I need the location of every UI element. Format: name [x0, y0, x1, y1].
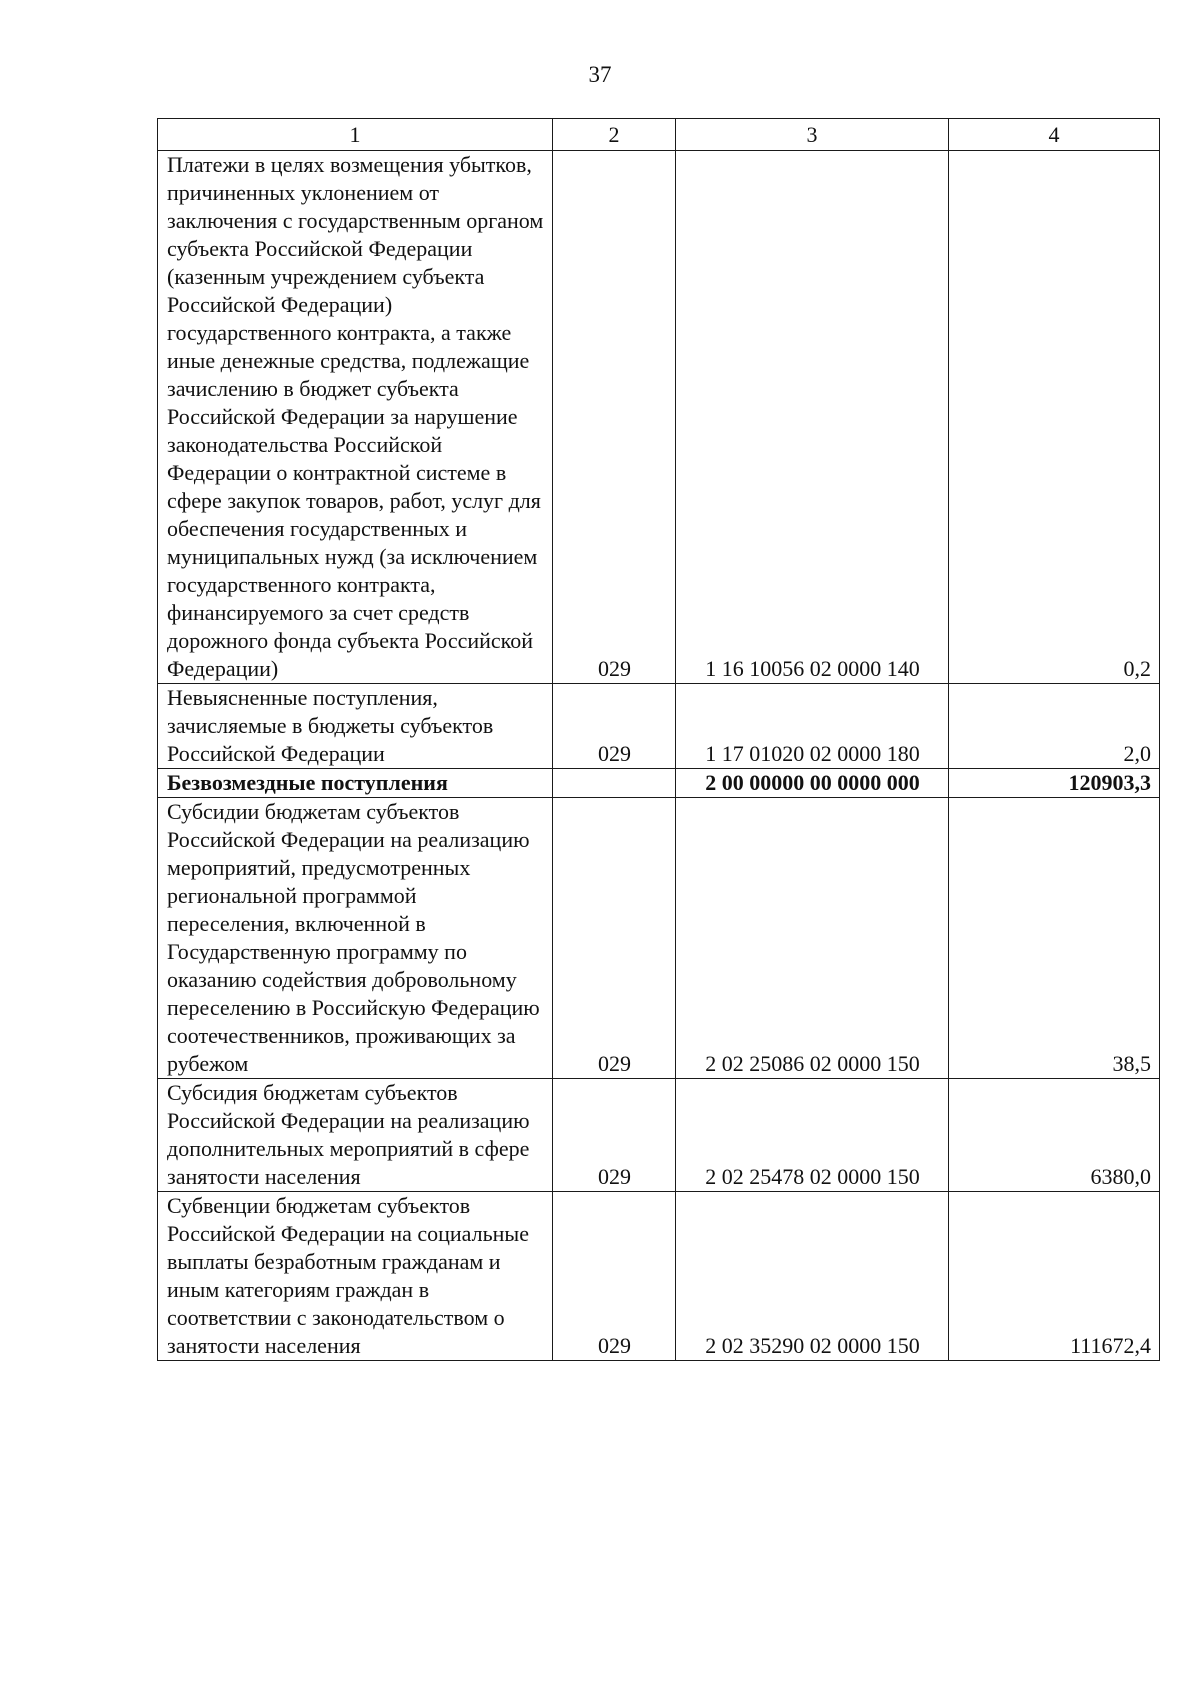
budget-classification-code: 2 02 25086 02 0000 150: [676, 798, 949, 1079]
income-name: Субсидии бюджетам субъектов Российской Федерации на реализацию мероприятий, предусмотренных региональной программой переселения, включенной в Государственную программу по оказанию содействия добровольному переселению в Российскую Федерацию соотечественников, проживающих за рубежом: [158, 798, 553, 1079]
page-number: 37: [588, 62, 612, 87]
column-header-2: 2: [553, 119, 676, 151]
admin-code: 029: [553, 151, 676, 684]
budget-classification-code: 1 16 10056 02 0000 140: [676, 151, 949, 684]
budget-classification-code: 2 02 25478 02 0000 150: [676, 1079, 949, 1192]
table-row: [158, 684, 1160, 769]
income-name: Субсидия бюджетам субъектов Российской Федерации на реализацию дополнительных мероприятий в сфере занятости населения: [158, 1079, 553, 1192]
amount: 111672,4: [949, 1192, 1160, 1361]
table-row: [158, 798, 1160, 1079]
income-name: Безвозмездные поступления: [158, 769, 553, 798]
amount: 38,5: [949, 798, 1160, 1079]
amount: 0,2: [949, 151, 1160, 684]
column-header-1: 1: [158, 119, 553, 151]
table-row: [158, 1079, 1160, 1192]
budget-classification-code: 2 00 00000 00 0000 000: [676, 769, 949, 798]
admin-code: 029: [553, 798, 676, 1079]
income-name: Субвенции бюджетам субъектов Российской Федерации на социальные выплаты безработным гражданам и иным категориям граждан в соответствии с законодательством о занятости населения: [158, 1192, 553, 1361]
table-header-row: [158, 119, 1160, 151]
amount: 2,0: [949, 684, 1160, 769]
income-name: Платежи в целях возмещения убытков, причиненных уклонением от заключения с государственным органом субъекта Российской Федерации (казенным учреждением субъекта Российской Федерации) государственного контракта, а также иные денежные средства, подлежащие зачислению в бюджет субъекта Российской Федерации за нарушение законодательства Российской Федерации о контрактной системе в сфере закупок товаров, работ, услуг для обеспечения государственных и муниципальных нужд (за исключением государственного контракта, финансируемого за счет средств дорожного фонда субъекта Российской Федерации): [158, 151, 553, 684]
table-row: [158, 151, 1160, 684]
revenue-table: [157, 118, 1160, 1361]
column-header-3: 3: [676, 119, 949, 151]
budget-classification-code: 2 02 35290 02 0000 150: [676, 1192, 949, 1361]
amount: 6380,0: [949, 1079, 1160, 1192]
table-row-section-total: [158, 769, 1160, 798]
income-name: Невыясненные поступления, зачисляемые в бюджеты субъектов Российской Федерации: [158, 684, 553, 769]
admin-code: 029: [553, 1192, 676, 1361]
amount: 120903,3: [949, 769, 1160, 798]
budget-classification-code: 1 17 01020 02 0000 180: [676, 684, 949, 769]
admin-code: 029: [553, 684, 676, 769]
admin-code: 029: [553, 1079, 676, 1192]
admin-code: [553, 769, 676, 798]
table-row: [158, 1192, 1160, 1361]
column-header-4: 4: [949, 119, 1160, 151]
